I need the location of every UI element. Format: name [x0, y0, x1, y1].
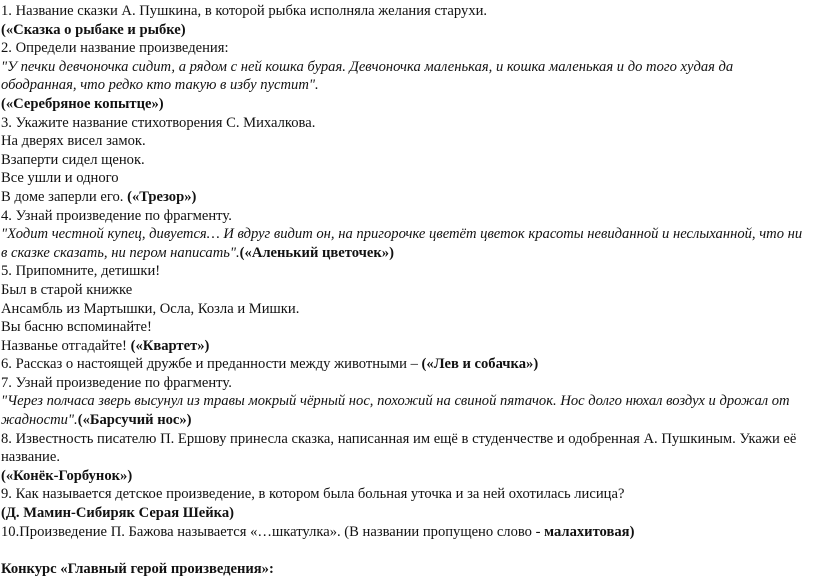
answer-1: («Сказка о рыбаке и рыбке): [1, 21, 186, 38]
question-10: [0, 523, 816, 542]
question-text: 9. Как называется детское произведение, в котором была больная уточка и за ней охотилась лисица?: [1, 486, 625, 503]
question-9: [0, 485, 816, 504]
quote-7-with-answer: [0, 392, 816, 429]
question-text: 10.Произведение П. Бажова называется «…шкатулка». (В названии пропущено слово -: [1, 523, 541, 540]
quote-4: "Ходит честной купец, дивуется… И вдруг видит он, на пригорочке цветёт цветок красоты невиданной и неслыханной, что ни в сказке сказать, ни пером написать".: [1, 226, 803, 261]
document-page: [0, 2, 816, 578]
poem-line: Вы басню вспоминайте!: [1, 319, 152, 336]
question-text: 2. Определи название произведения:: [1, 40, 229, 57]
question-7: [0, 374, 816, 393]
question-text: 3. Укажите название стихотворения С. Михалкова.: [1, 114, 316, 131]
question-1: [0, 2, 816, 21]
answer-6: («Лев и собачка»): [421, 356, 539, 373]
answer-5: («Квартет»): [130, 337, 210, 354]
question-2: [0, 39, 816, 58]
quote-2: "У печки девчоночка сидит, а рядом с ней кошка бурая. Девчоночка маленькая, и кошка маленькая и до того худая да ободранная, что редко кто такую в избу пустит".: [1, 58, 734, 94]
poem-line-with-answer: [0, 188, 816, 207]
question-text: 8. Известность писателю П. Ершову принесла сказка, написанная им ещё в студенчестве и одобренная А. Пушкиным. Укажи её название.: [1, 430, 797, 466]
answer-3: («Трезор»): [127, 188, 197, 205]
poem-line: Названье отгадайте!: [1, 337, 127, 354]
poem-line-with-answer: [0, 337, 816, 356]
question-text: 5. Припомните, детишки!: [1, 263, 161, 280]
answer-2: («Серебряное копытце»): [1, 95, 164, 112]
quote-7: "Через полчаса зверь высунул из травы мокрый чёрный нос, похожий на свиной пятачок. Нос долго нюхал воздух и дрожал от жадности".: [1, 393, 790, 429]
poem-line: Был в старой книжке: [1, 281, 133, 298]
contest-heading: Конкурс «Главный герой произведения»:: [1, 560, 274, 577]
question-text: 6. Рассказ о настоящей дружбе и преданности между животными –: [1, 356, 418, 373]
answer-7: («Барсучий нос»): [77, 412, 192, 429]
question-text: 7. Узнай произведение по фрагменту.: [1, 374, 232, 391]
question-text: 4. Узнай произведение по фрагменту.: [1, 207, 232, 224]
poem-line: Ансамбль из Мартышки, Осла, Козла и Мишки.: [1, 300, 300, 317]
poem-line: В доме заперли его.: [1, 188, 124, 205]
question-3: [0, 114, 816, 133]
question-text: 1. Название сказки А. Пушкина, в которой рыбка исполняла желания старухи.: [1, 3, 488, 19]
poem-line: Все ушли и одного: [1, 170, 119, 187]
answer-9: (Д. Мамин-Сибиряк Серая Шейка): [1, 505, 235, 522]
poem-line: На дверях висел замок.: [1, 133, 146, 150]
poem-line: Взаперти сидел щенок.: [1, 151, 145, 168]
quote-4-with-answer: [0, 225, 816, 262]
spacer: [0, 541, 816, 560]
answer-10: малахитовая): [544, 523, 635, 540]
answer-8: («Конёк-Горбунок»): [1, 467, 133, 484]
answer-4: («Аленький цветочек»): [239, 244, 394, 261]
question-5: [0, 262, 816, 281]
question-4: [0, 207, 816, 226]
question-6: [0, 355, 816, 374]
question-8: [0, 430, 816, 467]
